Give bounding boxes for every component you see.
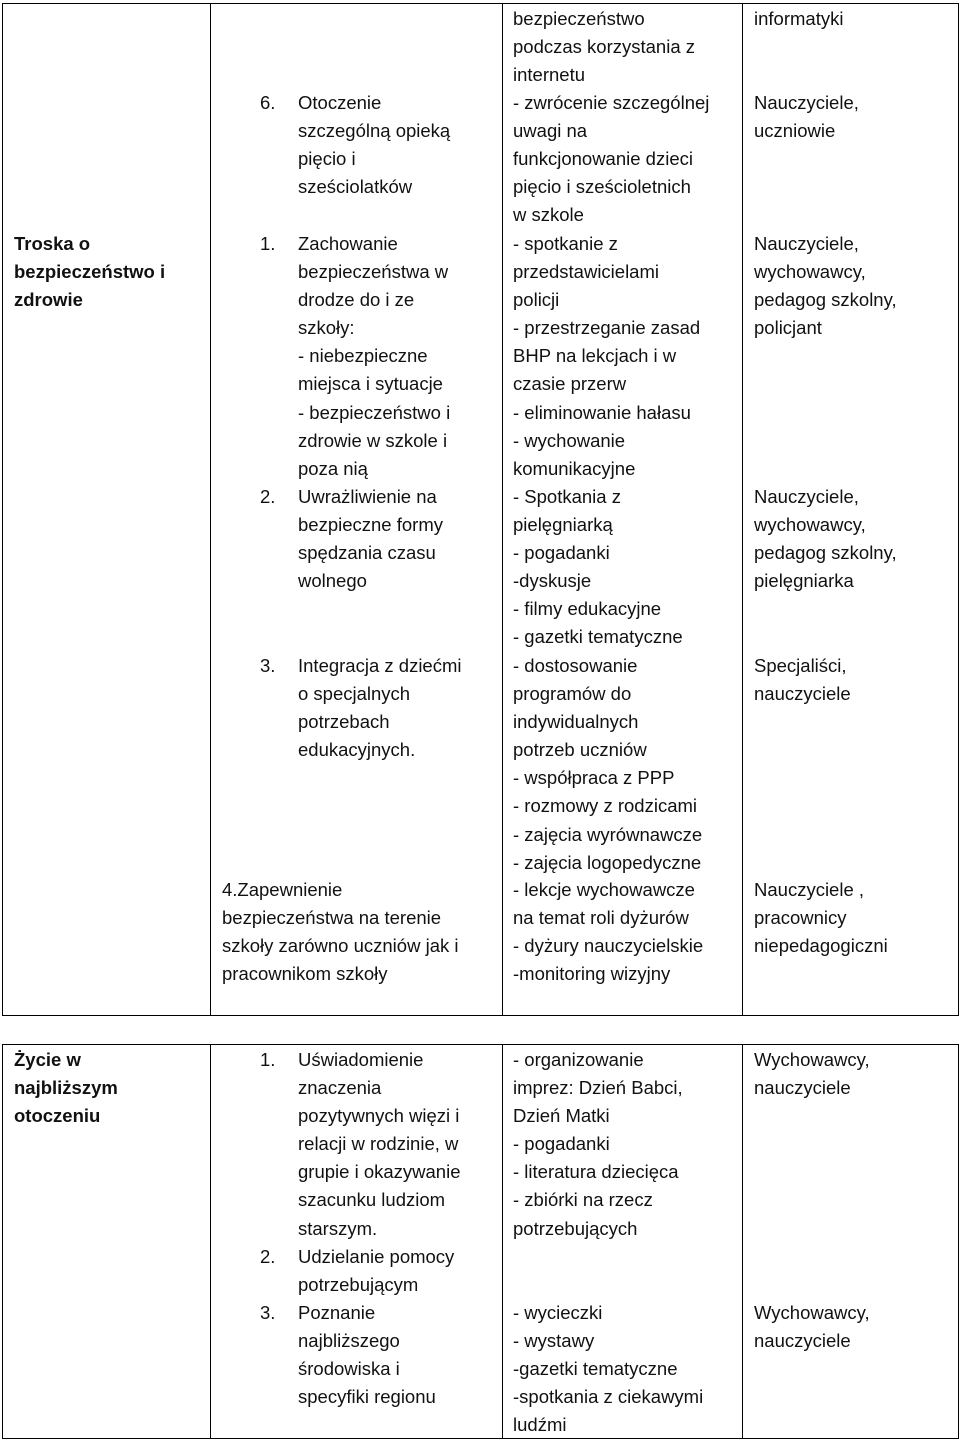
task-number: 3. <box>260 655 276 676</box>
table2-col-divider-2 <box>502 1044 503 1439</box>
table1-top-border <box>2 3 959 4</box>
task-text: Poznanie najbliższego środowiska i specyfiki regionu <box>298 1302 436 1408</box>
methods-text: - zwrócenie szczególnej uwagi na funkcjonowanie dzieci pięcio i sześcioletnich w szkole <box>513 92 710 226</box>
table1-bottom-border <box>2 1015 959 1016</box>
responsible-text: Nauczyciele , pracownicy niepedagogiczni <box>754 879 888 957</box>
responsible-text: Nauczyciele, wychowawcy, pedagog szkolny, pielęgniarka <box>754 486 897 592</box>
who-continued-text: informatyki <box>754 8 844 29</box>
methods-text: - dostosowanie programów do indywidualnych potrzeb uczniów - współpraca z PPP - rozmowy z rodzicami - zajęcia wyrównawcze - zajęcia logopedyczne <box>513 655 703 873</box>
task-number: 2. <box>260 486 276 507</box>
task-text: Udzielanie pomocy potrzebującym <box>298 1246 455 1296</box>
methods-text: - organizowanie imprez: Dzień Babci, Dzień Matki - pogadanki - literatura dziecięca - zbiórki na rzecz potrzebujących <box>513 1049 683 1239</box>
task-text: Zachowanie bezpieczeństwa w drodze do i ze szkoły: - niebezpieczne miejsca i sytuacje - bezpieczeństwo i zdrowie w szkole i poza nią <box>298 233 451 479</box>
task-number: 6. <box>260 92 276 113</box>
table2-right-border <box>958 1044 959 1439</box>
methods-text: - spotkanie z przedstawicielami policji - przestrzeganie zasad BHP na lekcjach i w czasie przerw - eliminowanie hałasu - wychowanie komunikacyjne <box>513 233 701 479</box>
task-number: 1. <box>260 233 276 254</box>
task-number: 1. <box>260 1049 276 1070</box>
table1-right-border <box>958 3 959 1016</box>
methods-continued-text: bezpieczeństwo podczas korzystania z internetu <box>513 8 696 86</box>
task-number: 2. <box>260 1246 276 1267</box>
responsible-text: Nauczyciele, uczniowie <box>754 92 859 142</box>
table1-left-border <box>2 3 3 1016</box>
methods-text: - wycieczki - wystawy -gazetki tematyczne -spotkania z ciekawymi ludźmi <box>513 1302 704 1436</box>
responsible-text: Specjaliści, nauczyciele <box>754 655 851 705</box>
methods-text: - Spotkania z pielęgniarką - pogadanki -dyskusje - filmy edukacyjne - gazetki tematyczne <box>513 486 683 648</box>
table2-bottom-border <box>2 1438 959 1439</box>
task-text: Uwrażliwienie na bezpieczne formy spędzania czasu wolnego <box>298 486 443 592</box>
table1-col-divider-2 <box>502 3 503 1016</box>
task-text: Integracja z dziećmi o specjalnych potrzebach edukacyjnych. <box>298 655 462 761</box>
table2-col-divider-1 <box>210 1044 211 1439</box>
table2-top-border <box>2 1044 959 1045</box>
table2-col-divider-3 <box>742 1044 743 1439</box>
methods-text: - lekcje wychowawcze na temat roli dyżurów - dyżury nauczycielskie -monitoring wizyjny <box>513 879 704 985</box>
task-number: 3. <box>260 1302 276 1323</box>
task-text: 4.Zapewnienie bezpieczeństwa na terenie szkoły zarówno uczniów jak i pracownikom szkoły <box>222 879 459 985</box>
area-title-safety: Troska o bezpieczeństwo i zdrowie <box>14 233 166 311</box>
table2-left-border <box>2 1044 3 1439</box>
table1-col-divider-1 <box>210 3 211 1016</box>
area-title-community: Życie w najbliższym otoczeniu <box>14 1049 118 1127</box>
responsible-text: Nauczyciele, wychowawcy, pedagog szkolny, policjant <box>754 233 897 339</box>
responsible-text: Wychowawcy, nauczyciele <box>754 1302 870 1352</box>
table1-col-divider-3 <box>742 3 743 1016</box>
responsible-text: Wychowawcy, nauczyciele <box>754 1049 870 1099</box>
task-text: Uświadomienie znaczenia pozytywnych więzi i relacji w rodzinie, w grupie i okazywanie szacunku ludziom starszym. <box>298 1049 461 1239</box>
task-text: Otoczenie szczególną opieką pięcio i sześciolatków <box>298 92 451 198</box>
